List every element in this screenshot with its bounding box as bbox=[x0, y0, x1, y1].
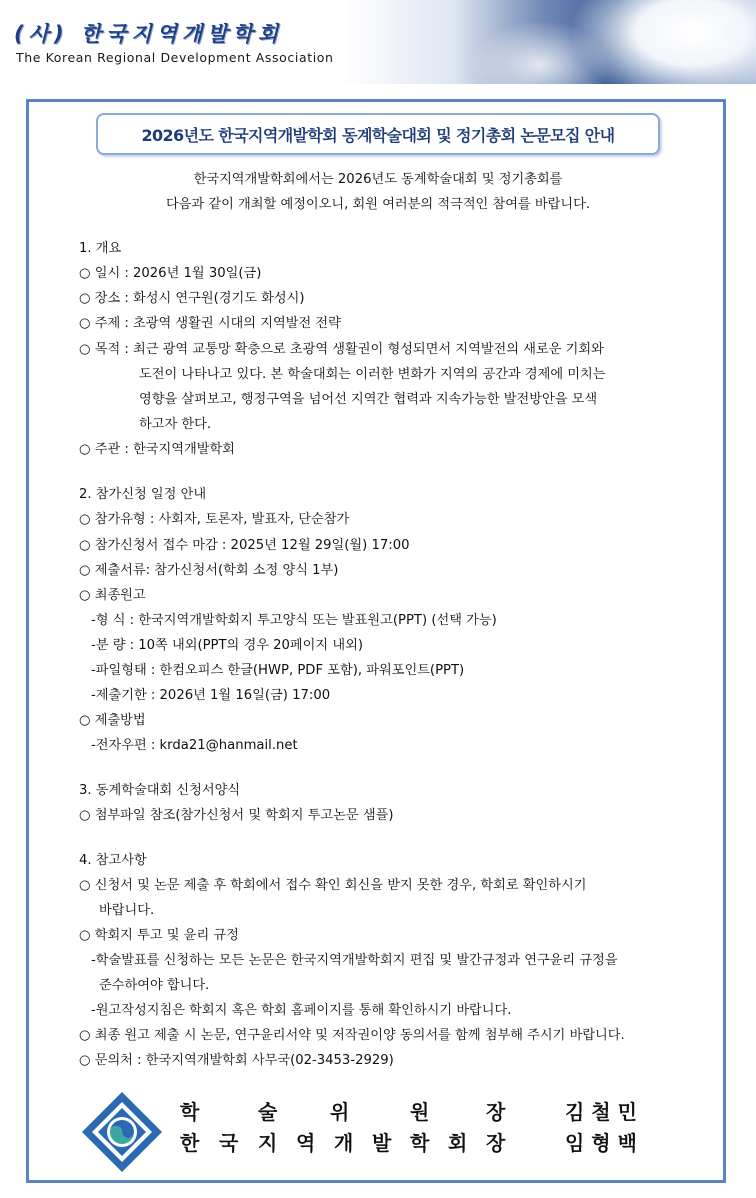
s2-email: -전자우편 : krda21@hanmail.net bbox=[91, 738, 298, 753]
s2-type: ○ 참가유형 : 사회자, 토론자, 발표자, 단순참가 bbox=[79, 512, 350, 527]
header-banner bbox=[0, 0, 756, 84]
s2-format: -형 식 : 한국지역개발학회지 투고양식 또는 발표원고(PPT) (선택 가능) bbox=[91, 613, 497, 628]
s4-contact: ○ 문의처 : 한국지역개발학회 사무국(02-3453-2929) bbox=[79, 1053, 394, 1068]
s2-length: -분 량 : 10쪽 내외(PPT의 경우 20페이지 내외) bbox=[91, 638, 363, 653]
sig2-char: 국 bbox=[219, 1131, 239, 1155]
section-4-heading: 4. 참고사항 bbox=[79, 853, 147, 868]
org-name-english: The Korean Regional Development Association bbox=[16, 50, 334, 65]
sig1-name: 김 철 민 bbox=[565, 1100, 637, 1124]
association-logo bbox=[80, 1090, 164, 1174]
sig1-char: 장 bbox=[486, 1100, 506, 1124]
s4-ethics: ○ 학회지 투고 및 윤리 규정 bbox=[79, 928, 239, 943]
sig2-char: 회 bbox=[448, 1131, 468, 1155]
s4-confirm-line-2: 바랍니다. bbox=[99, 903, 155, 918]
sig2-name: 임 형 백 bbox=[565, 1131, 637, 1155]
sig2-char: 한 bbox=[180, 1131, 200, 1155]
s2-method: ○ 제출방법 bbox=[79, 713, 146, 728]
sig1-char: 술 bbox=[258, 1100, 278, 1124]
s3-attach: ○ 첨부파일 참조(참가신청서 및 학회지 투고논문 샘플) bbox=[79, 808, 394, 823]
sig2-char: 발 bbox=[372, 1131, 392, 1155]
intro-line-2: 다음과 같이 개최할 예정이오니, 회원 여러분의 적극적인 참여를 바랍니다. bbox=[165, 197, 591, 212]
sig1-char: 학 bbox=[180, 1100, 200, 1124]
s1-date: ○ 일시 : 2026년 1월 30일(금) bbox=[79, 266, 262, 281]
sig2-char: 역 bbox=[296, 1131, 316, 1155]
s2-filetype: -파일형태 : 한컴오피스 한글(HWP, PDF 포함), 파워포인트(PPT) bbox=[91, 663, 465, 678]
intro-line-1: 한국지역개발학회에서는 2026년도 동계학술대회 및 정기총회를 bbox=[193, 172, 563, 187]
s2-final: ○ 최종원고 bbox=[79, 588, 146, 603]
s2-docs: ○ 제출서류: 참가신청서(학회 소정 양식 1부) bbox=[79, 563, 339, 578]
sig2-char: 학 bbox=[410, 1131, 430, 1155]
s4-ethics-2: -원고작성지침은 학회지 혹은 학회 홈페이지를 통해 확인하시기 바랍니다. bbox=[91, 1003, 512, 1018]
sig1-char: 위 bbox=[330, 1100, 350, 1124]
sig2-char: 장 bbox=[486, 1131, 506, 1155]
s1-place: ○ 장소 : 화성시 연구원(경기도 화성시) bbox=[79, 291, 305, 306]
section-2-heading: 2. 참가신청 일정 안내 bbox=[79, 487, 207, 502]
sig1-char: 원 bbox=[410, 1100, 430, 1124]
section-1-heading: 1. 개요 bbox=[79, 241, 122, 256]
s4-confirm-line-1: ○ 신청서 및 논문 제출 후 학회에서 접수 확인 회신을 받지 못한 경우, 학회로 확인하시기 bbox=[79, 878, 587, 893]
snow-tree-image bbox=[560, 0, 756, 84]
s2-due: -제출기한 : 2026년 1월 16일(금) 17:00 bbox=[91, 688, 331, 703]
s4-ethics-1-line-2: 준수하여야 합니다. bbox=[99, 978, 210, 993]
s4-submit: ○ 최종 원고 제출 시 논문, 연구윤리서약 및 저작권이양 동의서를 함께 첨부해 주시기 바랍니다. bbox=[79, 1028, 625, 1043]
s1-purpose-line-3: 영향을 살펴보고, 행정구역을 넘어선 지역간 협력과 지속가능한 발전방안을 모색 bbox=[139, 392, 598, 407]
notice-title-box bbox=[96, 113, 660, 155]
sig2-char: 지 bbox=[258, 1131, 278, 1155]
s1-purpose-line-2: 도전이 나타나고 있다. 본 학술대회는 이러한 변화가 지역의 공간과 경제에 미치는 bbox=[139, 367, 606, 382]
s4-ethics-1-line-1: -학술발표를 신청하는 모든 논문은 한국지역개발학회지 편집 및 발간규정과 연구윤리 규정을 bbox=[91, 953, 618, 968]
s1-theme: ○ 주제 : 초광역 생활권 시대의 지역발전 전략 bbox=[79, 316, 341, 331]
sig2-char: 개 bbox=[334, 1131, 354, 1155]
notice-title: 2026년도 한국지역개발학회 동계학술대회 및 정기총회 논문모집 안내 bbox=[141, 125, 615, 145]
s1-purpose-line-1: ○ 목적 : 최근 광역 교통망 확충으로 초광역 생활권이 형성되면서 지역발전의 새로운 기회와 bbox=[79, 342, 604, 357]
s1-host: ○ 주관 : 한국지역개발학회 bbox=[79, 442, 235, 457]
org-name-korean: (사) 한국지역개발학회 bbox=[14, 22, 284, 46]
s1-purpose-line-4: 하고자 한다. bbox=[139, 417, 212, 432]
section-3-heading: 3. 동계학술대회 신청서양식 bbox=[79, 783, 241, 798]
s2-deadline: ○ 참가신청서 접수 마감 : 2025년 12월 29일(월) 17:00 bbox=[79, 538, 410, 553]
